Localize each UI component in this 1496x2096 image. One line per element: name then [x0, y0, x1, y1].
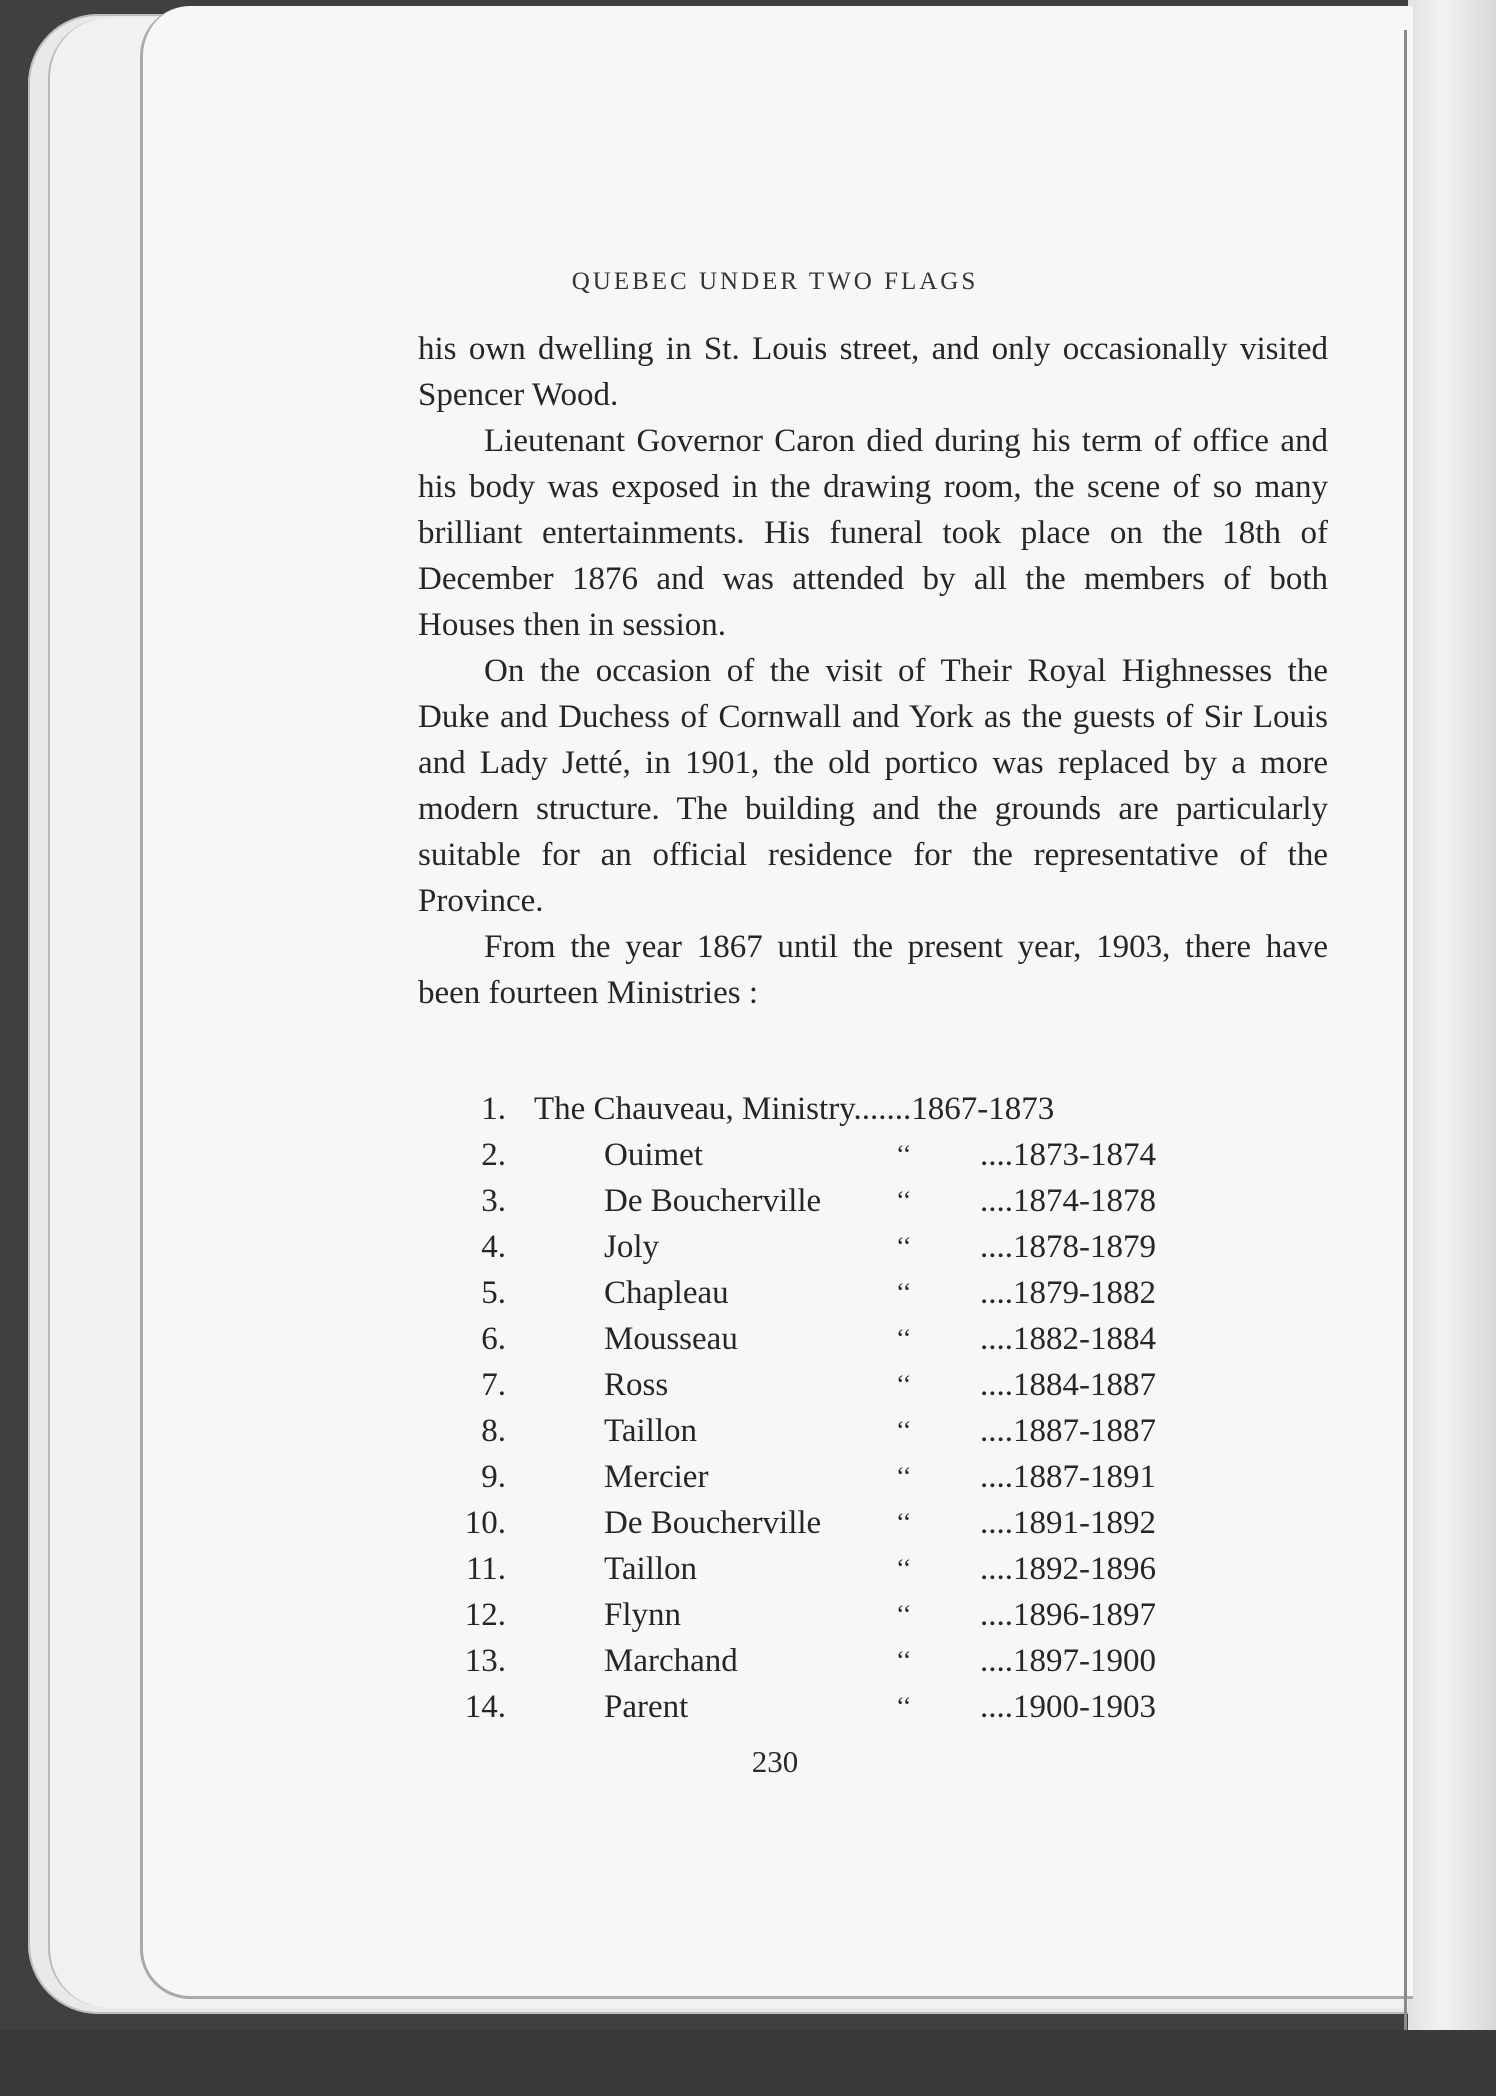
ministry-number: 10.	[464, 1505, 506, 1541]
ministry-row	[418, 1684, 1338, 1730]
ministry-years-cell	[980, 1178, 1156, 1224]
ministry-row	[418, 1408, 1338, 1454]
ministry-number: 7.	[481, 1367, 506, 1403]
ministry-number: 5.	[481, 1275, 506, 1311]
ministry-name: Ross	[604, 1367, 669, 1403]
ministry-name: De Boucherville	[604, 1505, 822, 1541]
ministry-name: Flynn	[604, 1597, 682, 1633]
ministry-years: 1892-1896	[1013, 1551, 1156, 1587]
ministry-years: 1867-1873	[911, 1091, 1055, 1127]
ditto-mark: ‘‘	[896, 1508, 912, 1537]
bottom-band	[0, 2030, 1496, 2096]
ministry-name: Parent	[604, 1689, 689, 1725]
ministry-number: 13.	[464, 1643, 506, 1679]
ditto-mark: ‘‘	[896, 1232, 912, 1261]
ministry-name: Ouimet	[604, 1137, 703, 1173]
ministry-years: 1882-1884	[1013, 1321, 1156, 1357]
leader-dots: ....	[980, 1551, 1013, 1587]
ministry-name: Joly	[604, 1229, 660, 1265]
leader-dots: .......	[853, 1091, 912, 1127]
ministry-row	[418, 1592, 1338, 1638]
ministry-years: 1874-1878	[1013, 1183, 1156, 1219]
ministry-number: 8.	[481, 1413, 506, 1449]
ministry-years: 1879-1882	[1013, 1275, 1156, 1311]
ministry-number: 14.	[464, 1689, 506, 1725]
ministry-years: 1891-1892	[1013, 1505, 1156, 1541]
ministry-name: Mousseau	[604, 1321, 738, 1357]
ditto-mark: ‘‘	[896, 1600, 912, 1629]
paragraph-4: From the year 1867 until the present year, 1903, there have been fourteen Ministries :	[418, 929, 1328, 1011]
ministry-years: 1896-1897	[1013, 1597, 1156, 1633]
ministry-row	[418, 1086, 1338, 1132]
ditto-mark: ‘‘	[896, 1554, 912, 1583]
ministry-years-cell	[980, 1270, 1156, 1316]
ditto-mark: ‘‘	[896, 1416, 912, 1445]
ministry-name: De Boucherville	[604, 1183, 822, 1219]
ministry-years-cell	[980, 1316, 1156, 1362]
ministry-years: 1887-1891	[1013, 1459, 1156, 1495]
ministry-years: 1878-1879	[1013, 1229, 1156, 1265]
ministry-years-cell	[980, 1684, 1156, 1730]
ministry-years: 1887-1887	[1013, 1413, 1156, 1449]
page-edge	[1408, 0, 1496, 2096]
leader-dots: ....	[980, 1229, 1013, 1265]
ministry-years: 1873-1874	[1013, 1137, 1156, 1173]
ministry-name: Taillon	[604, 1551, 698, 1587]
ministry-number: 12.	[464, 1597, 506, 1633]
ministry-years: 1897-1900	[1013, 1643, 1156, 1679]
ministry-row	[418, 1362, 1338, 1408]
ministry-row	[418, 1316, 1338, 1362]
leader-dots: ....	[980, 1275, 1013, 1311]
ditto-mark: ‘‘	[896, 1324, 912, 1353]
ministry-years-cell	[980, 1454, 1156, 1500]
ministry-number: 11.	[465, 1551, 506, 1587]
ditto-mark: ‘‘	[896, 1278, 912, 1307]
leader-dots: ....	[980, 1643, 1013, 1679]
leader-dots: ....	[980, 1459, 1013, 1495]
ministry-number: 6.	[481, 1321, 506, 1357]
ministries-list	[418, 1086, 1338, 1730]
ministry-years-cell	[980, 1132, 1156, 1178]
ditto-mark: ‘‘	[896, 1186, 912, 1215]
leader-dots: ....	[980, 1689, 1013, 1725]
leader-dots: ....	[980, 1505, 1013, 1541]
ditto-mark: ‘‘	[896, 1462, 912, 1491]
ministry-row	[418, 1132, 1338, 1178]
leader-dots: ....	[980, 1413, 1013, 1449]
ministry-row	[418, 1638, 1338, 1684]
ministry-years: 1884-1887	[1013, 1367, 1156, 1403]
ditto-mark: ‘‘	[896, 1370, 912, 1399]
paragraph-3: On the occasion of the visit of Their Royal Highnesses the Duke and Duchess of Cornwall and York as the guests of Sir Louis and Lady Jetté, in 1901, the old portico was replaced by a more modern structure. The building and the grounds are particularly suitable for an official residence for the representative of the Province.	[418, 653, 1328, 919]
ministry-number: 9.	[481, 1459, 506, 1495]
ministry-years-cell	[980, 1592, 1156, 1638]
ministry-years-cell	[980, 1224, 1156, 1270]
ministry-number: 2.	[481, 1137, 506, 1173]
ministry-years-cell	[980, 1362, 1156, 1408]
paragraph-1: his own dwelling in St. Louis street, and only occasionally visited Spencer Wood.	[418, 331, 1328, 413]
ministry-number: 3.	[481, 1183, 506, 1219]
page-number: 230	[751, 1744, 799, 1779]
ditto-mark: ‘‘	[896, 1692, 912, 1721]
ministry-row	[418, 1178, 1338, 1224]
ministry-name: Mercier	[604, 1459, 709, 1495]
ditto-mark: ‘‘	[896, 1646, 912, 1675]
ministry-years-cell	[980, 1546, 1156, 1592]
ministry-years-cell	[980, 1408, 1156, 1454]
ministry-title: The Chauveau, Ministry	[534, 1091, 854, 1127]
ministry-row	[418, 1454, 1338, 1500]
ministry-name: Chapleau	[604, 1275, 729, 1311]
ministry-number: 4.	[481, 1229, 506, 1265]
ministry-row	[418, 1224, 1338, 1270]
ministry-name: Taillon	[604, 1413, 698, 1449]
ministry-number: 1.	[481, 1091, 506, 1127]
leader-dots: ....	[980, 1183, 1013, 1219]
ministry-row	[418, 1500, 1338, 1546]
body-text	[418, 326, 1328, 1016]
ministry-row	[418, 1270, 1338, 1316]
leader-dots: ....	[980, 1137, 1013, 1173]
ditto-mark: ‘‘	[896, 1140, 912, 1169]
ministry-years-cell	[980, 1638, 1156, 1684]
running-head: QUEBEC UNDER TWO FLAGS	[571, 268, 979, 295]
ministry-first-line	[534, 1086, 1054, 1132]
ministry-years: 1900-1903	[1013, 1689, 1156, 1725]
ministry-row	[418, 1546, 1338, 1592]
paragraph-2: Lieutenant Governor Caron died during his term of office and his body was exposed in the drawing room, the scene of so many brilliant entertainments. His funeral took place on the 18th of December 1876 and was attended by all the members of both Houses then in session.	[418, 423, 1328, 643]
leader-dots: ....	[980, 1321, 1013, 1357]
leader-dots: ....	[980, 1367, 1013, 1403]
ministry-years-cell	[980, 1500, 1156, 1546]
ministry-name: Marchand	[604, 1643, 738, 1679]
leader-dots: ....	[980, 1597, 1013, 1633]
